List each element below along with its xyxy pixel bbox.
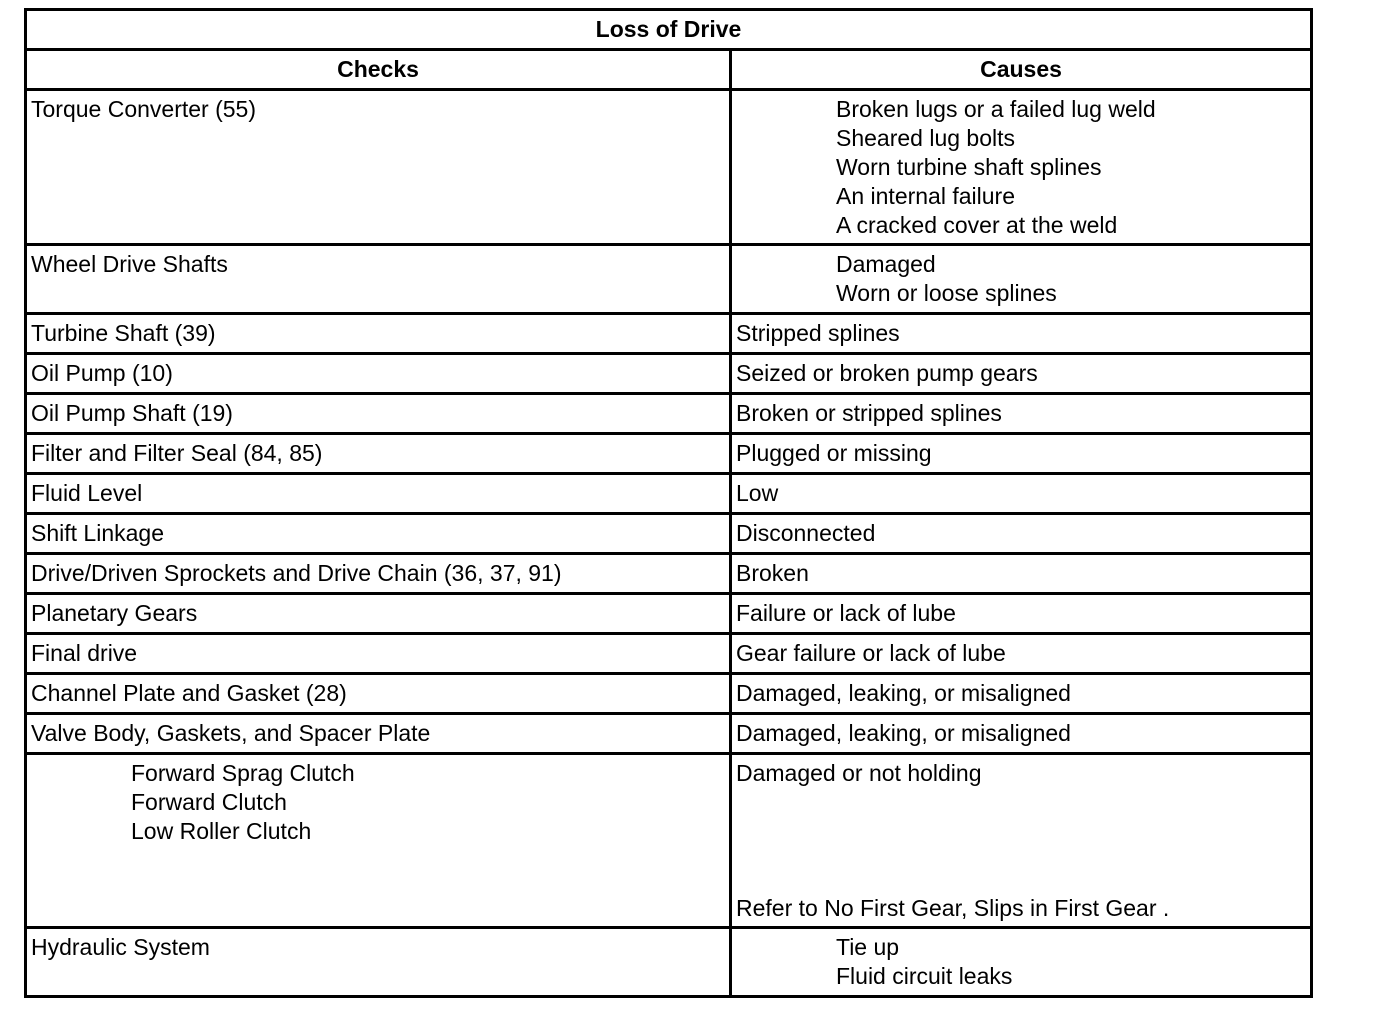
- cause-cell: [731, 434, 1312, 474]
- cause-text: Failure or lack of lube: [736, 600, 956, 626]
- cell-spacer: [736, 788, 1310, 894]
- cause-text: Seized or broken pump gears: [736, 360, 1038, 386]
- cause-text: Fluid circuit leaks: [836, 963, 1013, 989]
- check-text: Valve Body, Gaskets, and Spacer Plate: [31, 720, 431, 746]
- check-cell: [26, 634, 731, 674]
- cause-text: Damaged, leaking, or misaligned: [736, 720, 1071, 746]
- check-text: Forward Clutch: [131, 789, 287, 815]
- cause-text: Broken or stripped splines: [736, 400, 1002, 426]
- cause-text: Gear failure or lack of lube: [736, 640, 1006, 666]
- cause-cell: [731, 90, 1312, 245]
- cause-text: Worn turbine shaft splines: [836, 154, 1102, 180]
- check-text: Oil Pump Shaft (19): [31, 400, 233, 426]
- table-title-row: [26, 10, 1312, 50]
- table-row: [26, 754, 1312, 928]
- check-cell: [26, 754, 731, 928]
- check-text: Shift Linkage: [31, 520, 164, 546]
- check-text: Turbine Shaft (39): [31, 320, 216, 346]
- check-cell: [26, 90, 731, 245]
- check-cell: [26, 674, 731, 714]
- check-cell: [26, 928, 731, 997]
- cause-cell: [731, 754, 1312, 928]
- cause-cell: [731, 674, 1312, 714]
- cause-text: Sheared lug bolts: [836, 125, 1016, 151]
- check-text: Oil Pump (10): [31, 360, 173, 386]
- table-row: [26, 674, 1312, 714]
- check-cell: [26, 314, 731, 354]
- cause-text: An internal failure: [836, 183, 1015, 209]
- check-cell: [26, 434, 731, 474]
- cause-cell: [731, 245, 1312, 314]
- table-row: [26, 514, 1312, 554]
- check-cell: [26, 474, 731, 514]
- cause-cell: [731, 714, 1312, 754]
- table-row: [26, 245, 1312, 314]
- check-text: Drive/Driven Sprockets and Drive Chain (36, 37, 91): [31, 560, 562, 586]
- check-text: Forward Sprag Clutch: [131, 760, 355, 786]
- header-row: [26, 50, 1312, 90]
- cause-text: Disconnected: [736, 520, 876, 546]
- table-row: [26, 714, 1312, 754]
- cause-text: Low: [736, 480, 779, 506]
- check-cell: [26, 554, 731, 594]
- table-title: Loss of Drive: [26, 10, 1312, 50]
- cause-text: Damaged or not holding: [736, 760, 982, 786]
- cause-text: Stripped splines: [736, 320, 900, 346]
- check-cell: [26, 354, 731, 394]
- check-text: Final drive: [31, 640, 138, 666]
- checks-header: Checks: [26, 50, 731, 90]
- cause-cell: [731, 394, 1312, 434]
- table-row: [26, 634, 1312, 674]
- cause-text: Broken: [736, 560, 809, 586]
- check-text: Low Roller Clutch: [131, 818, 312, 844]
- cause-text: A cracked cover at the weld: [836, 212, 1118, 238]
- check-cell: [26, 514, 731, 554]
- cause-cell: [731, 354, 1312, 394]
- cause-text: Tie up: [836, 934, 900, 960]
- cause-cell: [731, 514, 1312, 554]
- table-row: [26, 594, 1312, 634]
- check-text: Torque Converter (55): [31, 96, 256, 122]
- cause-text: Broken lugs or a failed lug weld: [836, 96, 1156, 122]
- cause-cell: [731, 314, 1312, 354]
- check-cell: [26, 594, 731, 634]
- cause-cell: [731, 554, 1312, 594]
- check-text: Planetary Gears: [31, 600, 198, 626]
- table-row: [26, 90, 1312, 245]
- cause-cell: [731, 634, 1312, 674]
- cause-cell: [731, 474, 1312, 514]
- loss-of-drive-table: [24, 8, 1313, 998]
- cause-text: Worn or loose splines: [836, 280, 1057, 306]
- cause-text: Plugged or missing: [736, 440, 932, 466]
- cause-text: Damaged, leaking, or misaligned: [736, 680, 1071, 706]
- check-text: Fluid Level: [31, 480, 143, 506]
- cause-cell: [731, 928, 1312, 997]
- check-text: Hydraulic System: [31, 934, 210, 960]
- table-row: [26, 314, 1312, 354]
- check-cell: [26, 245, 731, 314]
- causes-header: Causes: [731, 50, 1312, 90]
- check-cell: [26, 714, 731, 754]
- table-row: [26, 928, 1312, 997]
- reference-note: Refer to No First Gear, Slips in First Gear .: [736, 895, 1170, 921]
- table-row: [26, 554, 1312, 594]
- table-row: [26, 394, 1312, 434]
- table-row: [26, 354, 1312, 394]
- check-cell: [26, 394, 731, 434]
- check-text: Filter and Filter Seal (84, 85): [31, 440, 323, 466]
- cause-cell: [731, 594, 1312, 634]
- check-text: Channel Plate and Gasket (28): [31, 680, 347, 706]
- table-row: [26, 434, 1312, 474]
- table-row: [26, 474, 1312, 514]
- cause-text: Damaged: [836, 251, 936, 277]
- check-text: Wheel Drive Shafts: [31, 251, 228, 277]
